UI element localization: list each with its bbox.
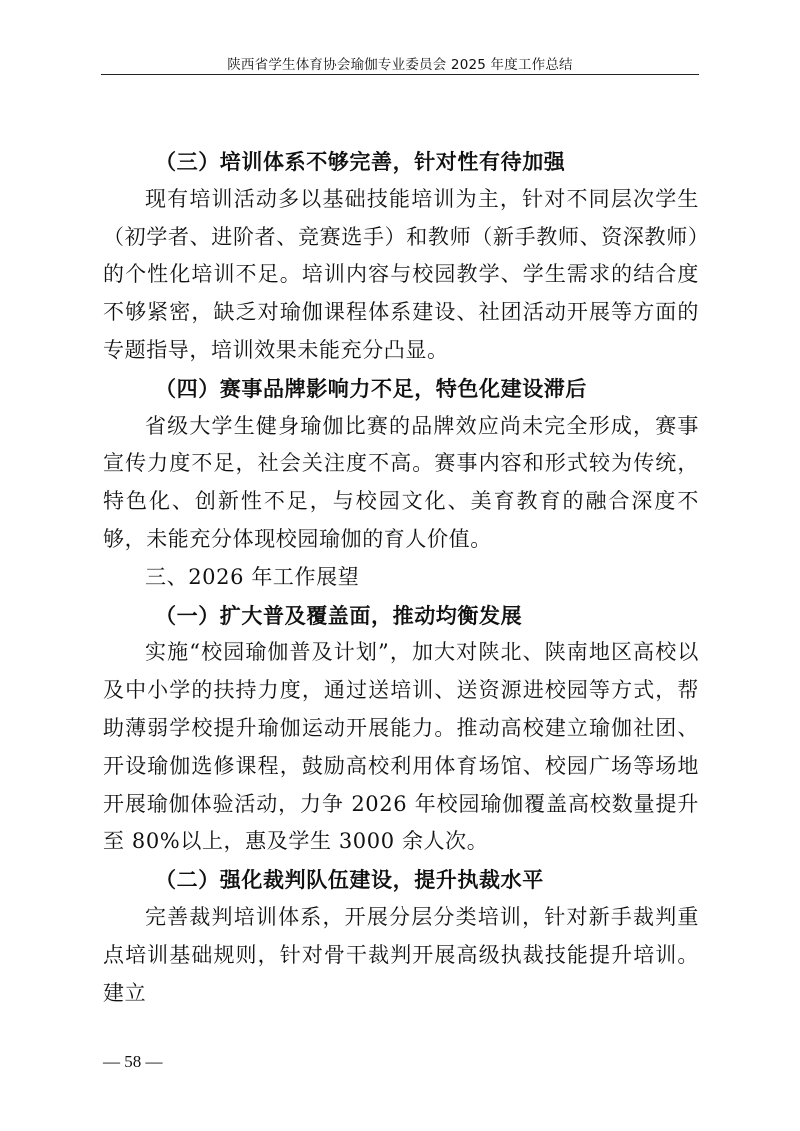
paragraph-coverage: 实施“校园瑜伽普及计划”，加大对陕北、陕南地区高校以及中小学的扶持力度，通过送培训、送资源进校园等方式，帮助薄弱学校提升瑜伽运动开展能力。推动高校建立瑜伽社团、开设瑜伽选修课程，鼓励高校利用体育场馆、校园广场等场地开展瑜伽体验活动，力争 2026 年校园瑜伽覆盖高校数量提升至 80%以上，惠及学生 3000 余人次。 [103, 640, 699, 854]
paragraph-training-system: 现有培训活动多以基础技能培训为主，针对不同层次学生（初学者、进阶者、竞赛选手）和教师（新手教师、资深教师）的个性化培训不足。培训内容与校园教学、学生需求的结合度不够紧密，缺乏对瑜伽课程体系建设、社团活动开展等方面的专题指导，培训效果未能充分凸显。 [103, 186, 699, 362]
subheading-event-brand: （四）赛事品牌影响力不足，特色化建设滞后 [155, 375, 587, 401]
header-divider [101, 74, 699, 75]
subheading-training-system: （三）培训体系不够完善，针对性有待加强 [155, 149, 566, 174]
section-title-outlook: 三、2026 年工作展望 [145, 564, 360, 589]
subheading-coverage: （一）扩大普及覆盖面，推动均衡发展 [155, 602, 523, 628]
page-number: — 58 — [103, 1052, 163, 1071]
body-content [103, 143, 699, 1012]
running-header: 陕西省学生体育协会瑜伽专业委员会 2025 年度工作总结 [227, 57, 573, 73]
subheading-referee-team: （二）强化裁判队伍建设，提升执裁水平 [155, 867, 544, 893]
paragraph-referee-team: 完善裁判培训体系，开展分层分类培训，针对新手裁判重点培训基础规则，针对骨干裁判开展高级执裁技能提升培训。建立 [103, 904, 699, 1005]
paragraph-event-brand: 省级大学生健身瑜伽比赛的品牌效应尚未完全形成，赛事宣传力度不足，社会关注度不高。赛事内容和形式较为传统，特色化、创新性不足，与校园文化、美育教育的融合深度不够，未能充分体现校园瑜伽的育人价值。 [103, 413, 699, 551]
